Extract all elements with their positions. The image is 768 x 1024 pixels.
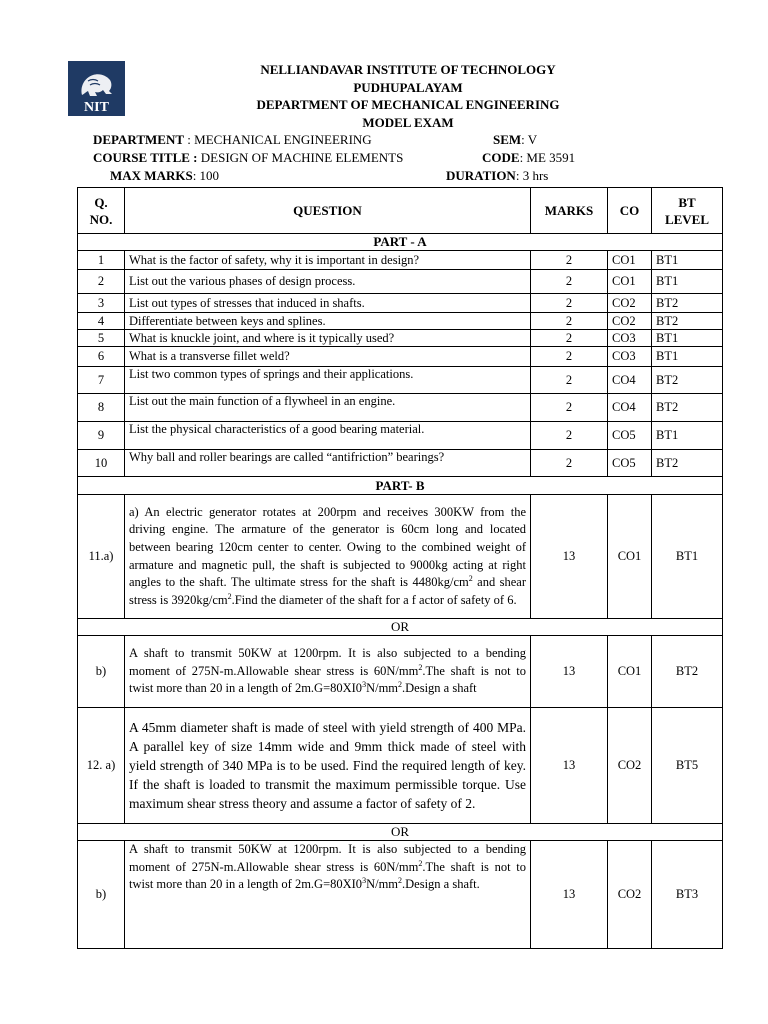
q-bt: BT1 [652,270,723,294]
or-row [78,619,723,636]
table-row [78,367,723,394]
exam-title: MODEL EXAM [362,115,454,130]
q-co: CO3 [608,347,652,367]
q-marks: 2 [531,450,608,477]
q-number: 10 [78,450,125,477]
table-row [78,422,723,450]
q-text: A 45mm diameter shaft is made of steel with yield strength of 400 MPa. A parallel key of size 14mm wide and 9mm thick made of steel with yield strength of 340 MPa is to be used. Find the required length of key. If the shaft is loaded to transmit the maximum permissible torque. Use maximum shear stress theory and assume a factor of safety of 2. [125,708,531,824]
q-number: 2 [78,270,125,294]
q-number: b) [78,636,125,708]
table-row [78,450,723,477]
q-marks: 2 [531,347,608,367]
q-number: 3 [78,294,125,313]
svg-text:NIT: NIT [84,100,109,115]
q-text: List out the main function of a flywheel in an engine. [125,394,531,422]
table-row [78,330,723,347]
q-number: 7 [78,367,125,394]
q-bt: BT1 [652,495,723,619]
course-info: COURSE TITLE : DESIGN OF MACHINE ELEMENTS [93,150,404,165]
q-number: 5 [78,330,125,347]
q-co: CO1 [608,636,652,708]
q-bt: BT1 [652,251,723,270]
q-bt: BT2 [652,636,723,708]
q-marks: 2 [531,270,608,294]
q-text: What is knuckle joint, and where is it typically used? [125,330,531,347]
max-marks-info: MAX MARKS: 100 [110,168,220,183]
table-row [78,495,723,619]
q-marks: 13 [531,841,608,949]
part-b-title: PART- B [78,477,723,495]
q-text: List out the various phases of design process. [125,270,531,294]
q-marks: 2 [531,367,608,394]
q-co: CO1 [608,270,652,294]
q-number: 9 [78,422,125,450]
q-text: A shaft to transmit 50KW at 1200rpm. It is also subjected to a bending moment of 275N-m.Allowable shear stress is $60N/mm^2.The$ shaft is not to twist more than 20 in a length of $2m.G=80XI0^3N/mm^2.Design$ a shaft. [125,841,531,949]
q-number: 12. a) [78,708,125,824]
q-bt: BT2 [652,294,723,313]
department-info: DEPARTMENT : MECHANICAL ENGINEERING [93,132,372,147]
q-number: 4 [78,313,125,330]
q-bt: BT2 [652,313,723,330]
q-number: 8 [78,394,125,422]
question-header: QUESTION [125,188,531,234]
marks-header: MARKS [531,188,608,234]
q-marks: 2 [531,330,608,347]
q-marks: 2 [531,394,608,422]
q-co: CO2 [608,841,652,949]
q-text: Why ball and roller bearings are called “antifriction” bearings? [125,450,531,477]
or-separator: OR [78,619,723,636]
q-bt: BT1 [652,347,723,367]
part-a-row [78,234,723,251]
q-co: CO2 [608,708,652,824]
table-header-row [78,188,723,234]
qno-header: Q. NO. [78,188,125,234]
q-number: 6 [78,347,125,367]
q-co: CO5 [608,422,652,450]
q-text: What is the factor of safety, why it is important in design? [125,251,531,270]
table-row [78,708,723,824]
or-row [78,824,723,841]
table-row [78,394,723,422]
q-number: 11.a) [78,495,125,619]
or-separator: OR [78,824,723,841]
q-bt: BT2 [652,394,723,422]
q-co: CO1 [608,495,652,619]
duration-info: DURATION: 3 hrs [446,168,549,183]
table-row [78,294,723,313]
co-header: CO [608,188,652,234]
q-text: List the physical characteristics of a good bearing material. [125,422,531,450]
q-marks: 2 [531,313,608,330]
q-co: CO4 [608,394,652,422]
table-row [78,347,723,367]
q-bt: BT3 [652,841,723,949]
q-marks: 2 [531,422,608,450]
q-marks: 2 [531,251,608,270]
q-co: CO3 [608,330,652,347]
question-table [77,187,723,949]
q-text: List two common types of springs and their applications. [125,367,531,394]
part-b-row [78,477,723,495]
q-bt: BT1 [652,330,723,347]
q-marks: 13 [531,495,608,619]
q-co: CO2 [608,294,652,313]
bt-header: BT LEVEL [652,188,723,234]
q-bt: BT5 [652,708,723,824]
institute-place: PUDHUPALAYAM [353,80,463,95]
q-bt: BT2 [652,367,723,394]
q-number: 1 [78,251,125,270]
part-a-title: PART - A [78,234,723,251]
q-marks: 2 [531,294,608,313]
q-marks: 13 [531,708,608,824]
table-row [78,313,723,330]
q-text: What is a transverse fillet weld? [125,347,531,367]
q-co: CO1 [608,251,652,270]
q-co: CO5 [608,450,652,477]
table-row [78,270,723,294]
q-co: CO4 [608,367,652,394]
q-text: a) An electric generator rotates at 200rpm and receives 300KW from the driving engine. The armature of the generator is 60cm long and located between bearing 120cm center to center. Owing to the combined weight of armature and magnetic pull, the shaft is subjected to 9000kg acting at right angles to the shaft. The ultimate stress for the shaft is $4480kg/cm^2$ and shear stress is $3920kg/cm^2.Find$ the diameter of the shaft for a f actor of safety of 6. [125,495,531,619]
q-marks: 13 [531,636,608,708]
table-row [78,636,723,708]
q-bt: BT2 [652,450,723,477]
q-co: CO2 [608,313,652,330]
q-number: b) [78,841,125,949]
code-info: CODE: ME 3591 [482,150,576,165]
table-row [78,841,723,949]
q-text: Differentiate between keys and splines. [125,313,531,330]
q-text: A shaft to transmit 50KW at 1200rpm. It is also subjected to a bending moment of 275N-m.Allowable shear stress is $60N/mm^2.The$ shaft is not to twist more than 20 in a length of $2m.G=80XI0^3N/mm^2.Design$ a shaft [125,636,531,708]
department-heading: DEPARTMENT OF MECHANICAL ENGINEERING [256,97,560,112]
q-bt: BT1 [652,422,723,450]
institute-name: NELLIANDAVAR INSTITUTE OF TECHNOLOGY [260,62,556,77]
table-row [78,251,723,270]
sem-info: SEM: V [493,132,538,147]
q-text: List out types of stresses that induced in shafts. [125,294,531,313]
